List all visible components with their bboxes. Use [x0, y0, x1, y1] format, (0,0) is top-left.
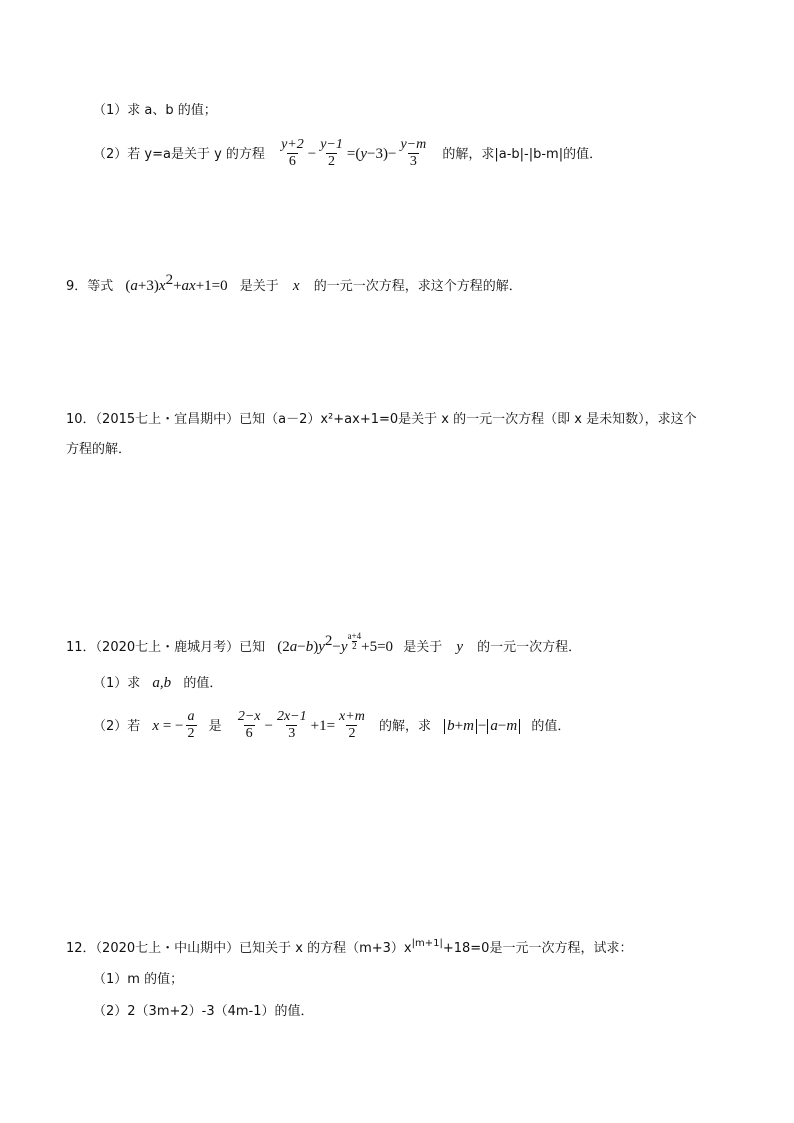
- q12-text-b: +18=0是一元一次方程，试求：: [442, 941, 633, 956]
- q9-stem: [66, 272, 522, 297]
- q11-suffix: 的一元一次方程．: [477, 640, 582, 655]
- q8-equation: $\frac{y+2}{6}$ − $\frac{y-1}{2}$ =(y−3)− $\frac{y-m}{3}$: [281, 137, 427, 169]
- q9-mid: 是关于: [239, 279, 279, 294]
- q11-part2-suffix: 的值．: [531, 719, 571, 734]
- q11-mid: 是关于: [403, 640, 443, 655]
- q11-part1: [93, 673, 222, 694]
- q11-part1-prefix: （1）求: [93, 676, 141, 691]
- q12-part1-text: （1）m 的值；: [93, 972, 184, 987]
- q12-text-a: 12．（2020七上・中山期中）已知关于 x 的方程（m+3）x: [66, 941, 412, 956]
- q11-part2-mid: 的解，求: [378, 719, 431, 734]
- q11-stem: [66, 631, 582, 663]
- q11-part2-prefix: （2）若: [93, 719, 141, 734]
- q8-part1-text: （1）求 a、b 的值；: [93, 103, 217, 118]
- q11-prefix: 11．（2020七上・鹿城月考）已知: [66, 640, 266, 655]
- q11-part1-vars: a,b: [152, 675, 172, 691]
- q11-part2-is: 是: [208, 719, 222, 734]
- q10-text1: 10．（2015七上・宜昌期中）已知（a－2）x²+ax+1=0是关于 x 的一元一次方程（即 x 是未知数），求这个: [66, 412, 697, 427]
- q9-equation: $(a+3)x^2+ax+1=0$: [125, 272, 228, 294]
- q8-part2-prefix: （2）若 y=a是关于 y 的方程: [93, 147, 265, 162]
- q11-condition: x = − $\frac{a}{2}$: [152, 709, 195, 741]
- q12-exponent: |m+1|: [411, 938, 443, 949]
- q10-text2: 方程的解．: [66, 442, 132, 457]
- q9-prefix: 9．等式: [66, 279, 114, 294]
- q11-variable: y: [456, 639, 464, 655]
- q11-part2: [93, 710, 570, 743]
- q10-line1: [66, 410, 697, 430]
- q8-part2: [93, 138, 602, 171]
- q10-line2: [66, 440, 131, 460]
- q11-expression: b+m − a−m: [443, 719, 525, 734]
- q12-part2-text: （2）2（3m+2）-3（4m-1）的值．: [93, 1004, 314, 1019]
- q12-part2: [93, 1002, 314, 1022]
- q11-part1-suffix: 的值．: [183, 676, 223, 691]
- q8-part1: [93, 101, 217, 121]
- q9-suffix: 的一元一次方程，求这个方程的解．: [313, 279, 522, 294]
- q8-part2-suffix: 的解，求|a-b|-|b-m|的值．: [442, 147, 603, 162]
- q11-equation: $(2a-b)y^2-y$ $\frac{a+4}{2}$ +5=0: [277, 631, 394, 655]
- q11-equation2: $\frac{2-x}{6}$ − $\frac{2x-1}{3}$ +1= $\frac{x+m}{2}$: [237, 709, 365, 741]
- q9-variable: x: [292, 278, 300, 294]
- q12-stem: [66, 939, 632, 959]
- q12-part1: [93, 970, 183, 990]
